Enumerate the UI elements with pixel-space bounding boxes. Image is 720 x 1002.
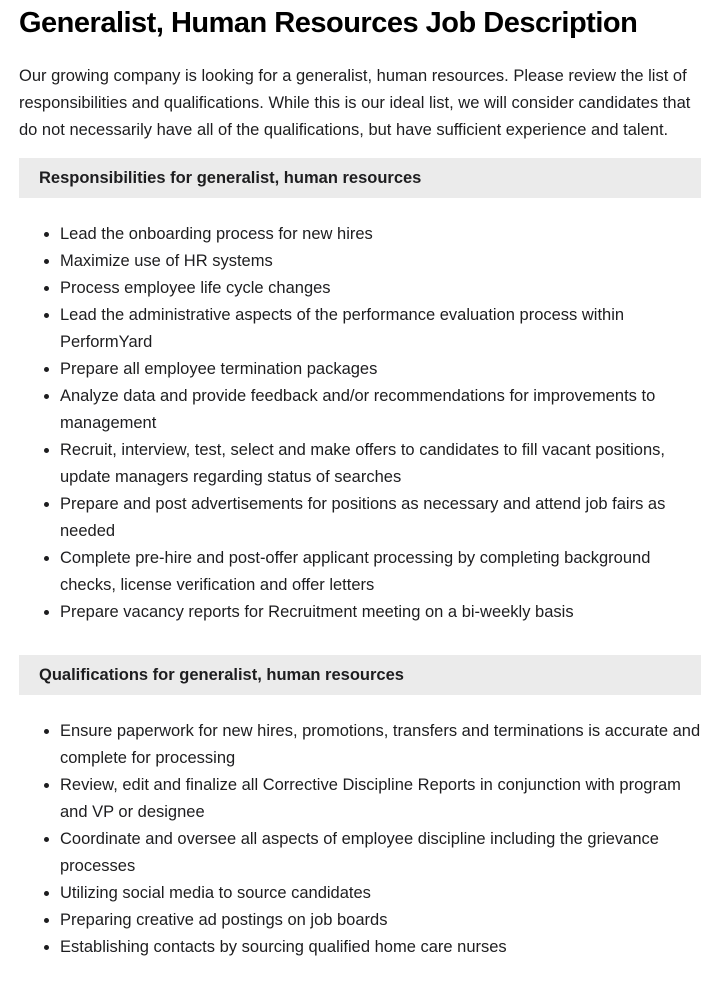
qualification-item: Review, edit and finalize all Corrective Discipline Reports in conjunction with program and VP or designee: [60, 772, 701, 826]
qualification-item: Utilizing social media to source candidates: [60, 880, 701, 907]
responsibility-item: Analyze data and provide feedback and/or recommendations for improvements to management: [60, 383, 701, 437]
qualification-item: Preparing creative ad postings on job boards: [60, 907, 701, 934]
responsibility-item: Prepare vacancy reports for Recruitment meeting on a bi-weekly basis: [60, 599, 701, 626]
section-responsibilities: [19, 158, 701, 641]
responsibility-item: Maximize use of HR systems: [60, 248, 701, 275]
responsibility-item: Recruit, interview, test, select and make offers to candidates to fill vacant positions, update managers regarding status of searches: [60, 437, 701, 491]
responsibility-item: Lead the onboarding process for new hires: [60, 221, 701, 248]
qualification-item: Coordinate and oversee all aspects of employee discipline including the grievance processes: [60, 826, 701, 880]
page-title: Generalist, Human Resources Job Description: [19, 7, 638, 39]
responsibility-item: Prepare all employee termination packages: [60, 356, 701, 383]
section-heading-qualifications: Qualifications for generalist, human resources: [19, 655, 701, 695]
section-spacer: [19, 626, 701, 641]
responsibilities-list: [19, 221, 701, 626]
responsibility-item: Process employee life cycle changes: [60, 275, 701, 302]
section-qualifications: [19, 655, 701, 961]
responsibility-item: Lead the administrative aspects of the performance evaluation process within PerformYard: [60, 302, 701, 356]
intro-paragraph: Our growing company is looking for a generalist, human resources. Please review the list of responsibilities and qualifications. While this is our ideal list, we will consider candidates that do not necessarily have all of the qualifications, but have sufficient experience and talent.: [19, 67, 691, 139]
responsibility-item: Prepare and post advertisements for positions as necessary and attend job fairs as needed: [60, 491, 701, 545]
responsibility-item: Complete pre-hire and post-offer applicant processing by completing background checks, license verification and offer letters: [60, 545, 701, 599]
qualification-item: Ensure paperwork for new hires, promotions, transfers and terminations is accurate and complete for processing: [60, 718, 701, 772]
qualifications-list: [19, 718, 701, 961]
section-heading-responsibilities: Responsibilities for generalist, human resources: [19, 158, 701, 198]
qualification-item: Establishing contacts by sourcing qualified home care nurses: [60, 934, 701, 961]
